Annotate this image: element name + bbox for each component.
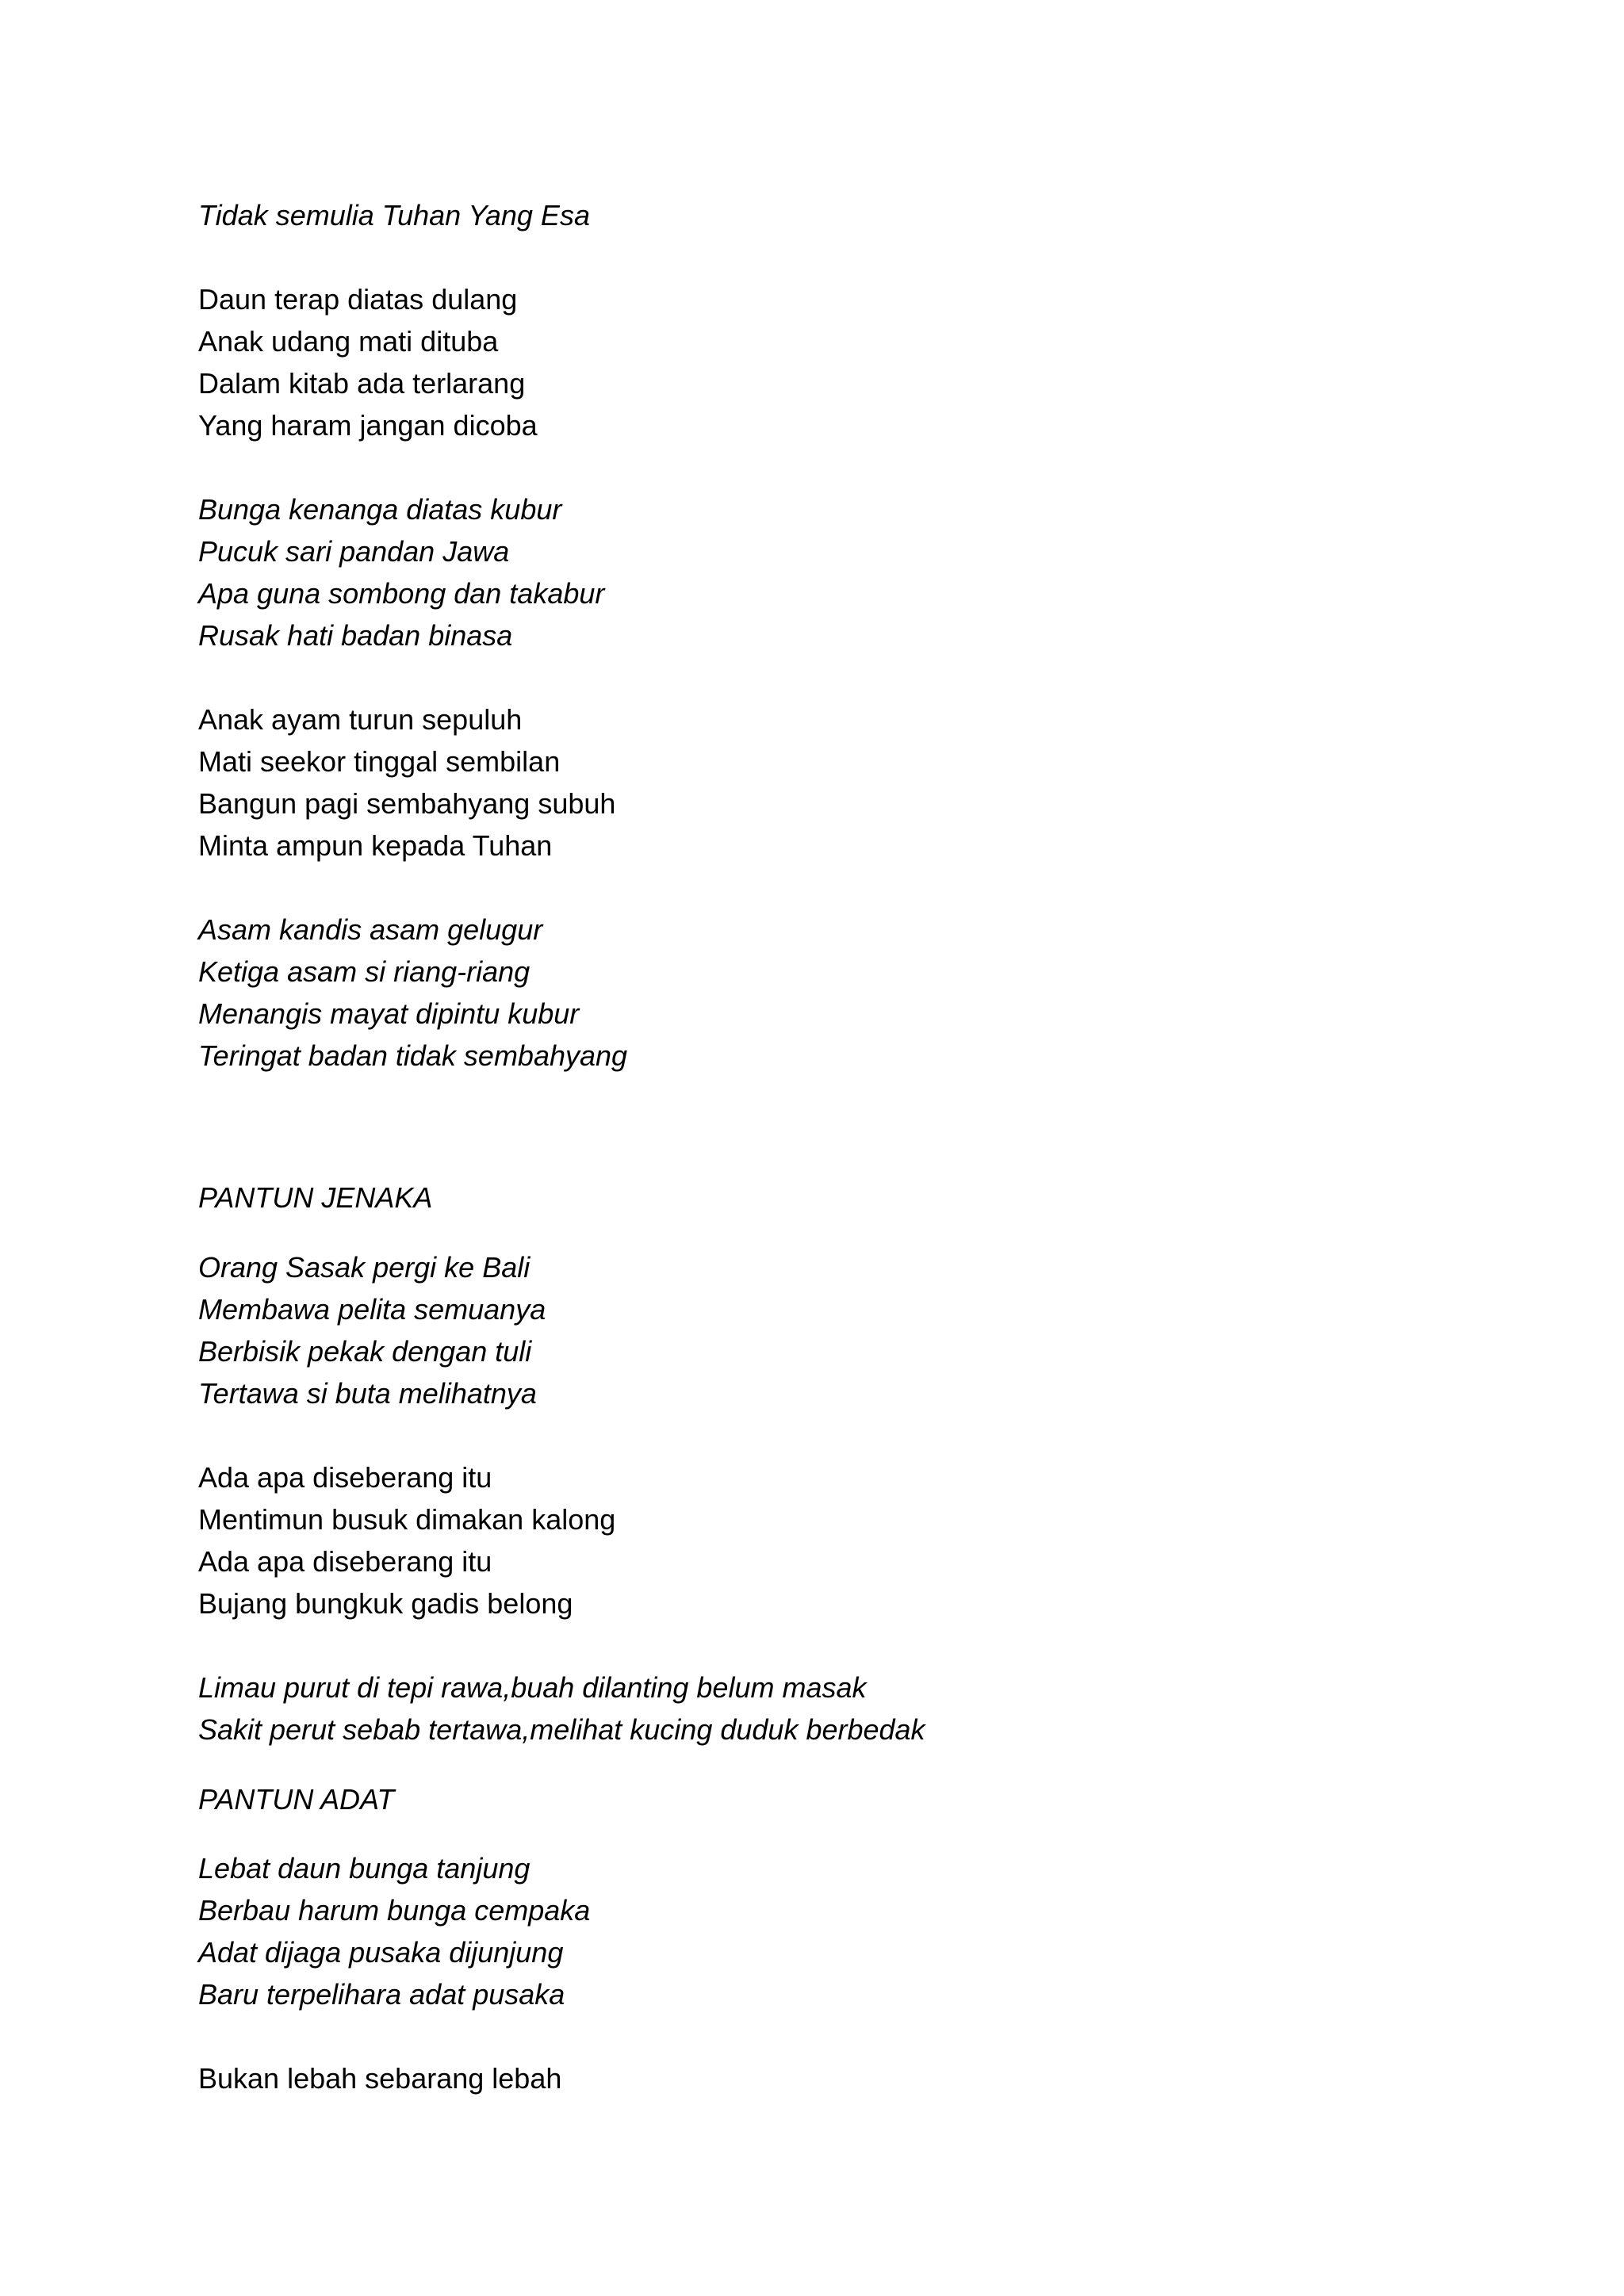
stanza-line: Berbau harum bunga cempaka [198,1894,591,1927]
stanza-line: Bangun pagi sembahyang subuh [198,787,616,820]
stanza-line: Pucuk sari pandan Jawa [198,535,510,568]
stanza-line: Ada apa diseberang itu [198,1461,492,1494]
stanza-line: Baru terpelihara adat pusaka [198,1978,565,2011]
stanza-line: Daun terap diatas dulang [198,283,518,316]
stanza-line: Asam kandis asam gelugur [198,913,543,946]
closing-line: Bukan lebah sebarang lebah [198,2062,562,2095]
stanza-line: Sakit perut sebab tertawa,melihat kucing duduk berbedak [198,1713,925,1746]
stanza-line: Lebat daun bunga tanjung [198,1852,530,1885]
stanza-line: Orang Sasak pergi ke Bali [198,1251,530,1284]
stanza-line: Mentimun busuk dimakan kalong [198,1503,616,1536]
stanza-line: Mati seekor tinggal sembilan [198,745,561,778]
stanza-line: Ada apa diseberang itu [198,1545,492,1578]
stanza-line: Yang haram jangan dicoba [198,409,538,442]
stanza-line: Anak ayam turun sepuluh [198,703,523,736]
opening-line: Tidak semulia Tuhan Yang Esa [198,199,590,232]
stanza-line: Teringat badan tidak sembahyang [198,1039,628,1072]
stanza-line: Anak udang mati dituba [198,325,499,358]
stanza-line: Dalam kitab ada terlarang [198,367,526,400]
stanza-line: Membawa pelita semuanya [198,1293,546,1326]
stanza-line: Rusak hati badan binasa [198,619,513,652]
stanza-line: Minta ampun kepada Tuhan [198,829,553,862]
stanza-line: Bunga kenanga diatas kubur [198,493,562,526]
stanza-line: Apa guna sombong dan takabur [198,577,605,610]
stanza-line: Limau purut di tepi rawa,buah dilanting belum masak [198,1671,867,1704]
section-heading-pantun-adat: PANTUN ADAT [198,1783,395,1816]
stanza-line: Tertawa si buta melihatnya [198,1377,537,1410]
stanza-line: Bujang bungkuk gadis belong [198,1587,573,1620]
stanza-line: Berbisik pekak dengan tuli [198,1335,532,1368]
stanza-line: Ketiga asam si riang-riang [198,955,530,988]
section-heading-pantun-jenaka: PANTUN JENAKA [198,1181,433,1214]
stanza-line: Adat dijaga pusaka dijunjung [198,1936,564,1969]
stanza-line: Menangis mayat dipintu kubur [198,997,580,1030]
